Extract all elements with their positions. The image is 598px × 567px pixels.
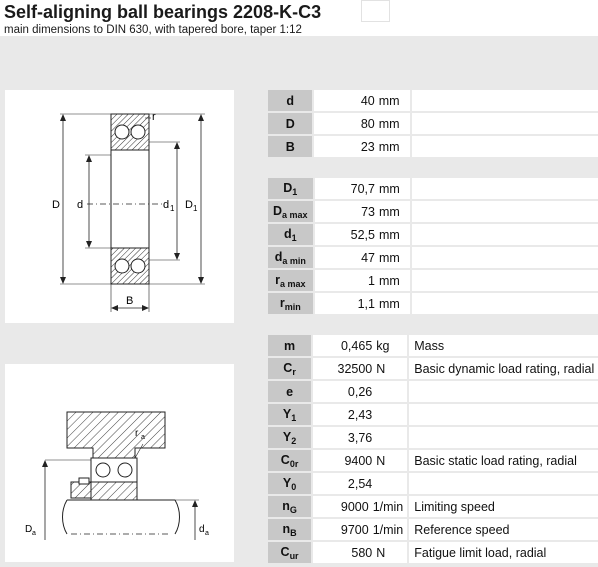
- table-row: [268, 201, 598, 224]
- unit: N: [376, 545, 386, 560]
- value-cell: [315, 201, 412, 224]
- unit: mm: [378, 181, 400, 196]
- table-row: [268, 496, 598, 519]
- description-cell: [412, 270, 598, 293]
- symbol: D: [273, 203, 283, 218]
- value-cell: [313, 519, 409, 542]
- unit: kg: [376, 338, 390, 353]
- value: 580: [351, 545, 373, 560]
- symbol: Y: [282, 475, 292, 490]
- description: Basic static load rating, radial: [414, 453, 577, 468]
- symbol: Y: [282, 406, 292, 421]
- main-dimensions-table: [268, 90, 598, 159]
- value-cell: [315, 178, 412, 201]
- value: 40: [360, 93, 375, 108]
- table-row: [268, 113, 598, 136]
- symbol: B: [285, 139, 295, 154]
- label-D: D: [52, 199, 60, 211]
- value: 47: [361, 250, 375, 265]
- ball-upper-left: [96, 463, 110, 477]
- value: 32500: [337, 361, 373, 376]
- value-cell: [313, 450, 409, 473]
- value-cell: [315, 247, 412, 270]
- table-row: [268, 404, 598, 427]
- upper-ball-right: [131, 125, 145, 139]
- description-cell: [412, 113, 598, 136]
- symbol: m: [283, 338, 296, 353]
- page-subtitle: main dimensions to DIN 630, with tapered bore, taper 1:12: [4, 24, 302, 36]
- value-cell: [314, 136, 411, 159]
- description-cell: [412, 224, 598, 247]
- description: Fatigue limit load, radial: [414, 545, 547, 560]
- symbol-subscript: 0r: [289, 458, 299, 469]
- value-cell: [314, 90, 411, 113]
- value: 2,43: [347, 407, 373, 422]
- housing-section: [67, 412, 165, 458]
- mounting-section-svg: [5, 364, 234, 562]
- description-cell: [412, 247, 598, 270]
- symbol: d: [286, 93, 295, 108]
- description-cell: [409, 381, 598, 404]
- table-row: [268, 335, 598, 358]
- description-cell: [409, 358, 598, 381]
- symbol-subscript: 0: [291, 481, 297, 492]
- symbol-subscript: 1: [291, 232, 297, 243]
- symbol-cell: [268, 178, 315, 201]
- symbol-cell: [268, 381, 313, 404]
- description-cell: [409, 519, 598, 542]
- value-cell: [313, 496, 409, 519]
- performance-data-table: [268, 335, 598, 565]
- table-row: [268, 270, 598, 293]
- description-cell: [409, 496, 598, 519]
- symbol: d: [283, 226, 292, 241]
- symbol-cell: [268, 542, 313, 565]
- value-cell: [315, 270, 412, 293]
- symbol-subscript: a max: [282, 209, 308, 220]
- unit: mm: [378, 227, 400, 242]
- label-d: d: [77, 199, 84, 211]
- symbol-subscript: B: [290, 527, 297, 538]
- value-cell: [314, 113, 411, 136]
- symbol-cell: [268, 496, 313, 519]
- label-r: r: [152, 111, 156, 123]
- value: 9700: [340, 522, 369, 537]
- label-ra: r: [135, 428, 139, 439]
- symbol-cell: [268, 201, 315, 224]
- unit: mm: [378, 204, 400, 219]
- description-cell: [409, 404, 598, 427]
- unit: N: [376, 453, 386, 468]
- label-da: d: [199, 524, 205, 535]
- label-ra-sub: a: [141, 434, 145, 441]
- symbol: C: [280, 544, 290, 559]
- value: 0,465: [340, 338, 373, 353]
- symbol-subscript: 2: [291, 435, 297, 446]
- value-cell: [315, 224, 412, 247]
- table-row: [268, 427, 598, 450]
- table-row: [268, 450, 598, 473]
- symbol: n: [282, 498, 290, 513]
- value: 70,7: [350, 181, 375, 196]
- symbol: D: [283, 180, 293, 195]
- symbol-cell: [268, 247, 315, 270]
- description-cell: [409, 427, 598, 450]
- symbol: n: [282, 521, 291, 536]
- description: Reference speed: [414, 522, 510, 537]
- description: Limiting speed: [414, 499, 495, 514]
- symbol: e: [286, 384, 294, 399]
- symbol-cell: [268, 335, 313, 358]
- table-row: [268, 90, 598, 113]
- mounting-dimension-drawing: [5, 364, 234, 562]
- symbol: r: [275, 272, 280, 287]
- value: 0,26: [347, 384, 373, 399]
- label-Da: D: [25, 524, 33, 535]
- symbol: C: [283, 360, 293, 375]
- value: 52,5: [350, 227, 375, 242]
- value-cell: [313, 404, 409, 427]
- unit: mm: [378, 296, 400, 311]
- label-d1-sub: 1: [170, 204, 175, 213]
- table-row: [268, 247, 598, 270]
- table-row: [268, 519, 598, 542]
- description-cell: [412, 178, 598, 201]
- description: Basic dynamic load rating, radial: [414, 361, 595, 376]
- title-decoration-box: [361, 0, 390, 22]
- description: Mass: [414, 338, 445, 353]
- table-row: [268, 358, 598, 381]
- description-cell: [409, 542, 598, 565]
- description-cell: [412, 293, 598, 316]
- symbol: d: [274, 249, 283, 264]
- bearing-dimension-drawing: [5, 90, 234, 323]
- symbol-cell: [268, 473, 313, 496]
- unit: mm: [378, 139, 400, 154]
- value: 23: [360, 139, 375, 154]
- symbol-subscript: 1: [292, 186, 298, 197]
- unit: mm: [378, 93, 400, 108]
- table-row: [268, 178, 598, 201]
- description-cell: [412, 136, 598, 159]
- unit: N: [376, 361, 386, 376]
- value: 2,54: [347, 476, 373, 491]
- secondary-dimensions-table: [268, 178, 598, 316]
- symbol-cell: [268, 113, 314, 136]
- value: 73: [361, 204, 375, 219]
- inner-ring-section: [91, 482, 137, 500]
- value-cell: [315, 293, 412, 316]
- value-cell: [313, 358, 409, 381]
- unit: mm: [378, 250, 400, 265]
- symbol-cell: [268, 293, 315, 316]
- bearing-section-svg: [5, 90, 234, 323]
- description-cell: [412, 201, 598, 224]
- label-Da-sub: a: [32, 530, 36, 537]
- table-row: [268, 136, 598, 159]
- value-cell: [313, 427, 409, 450]
- upper-ball-left: [115, 125, 129, 139]
- symbol-subscript: min: [284, 301, 301, 312]
- symbol: r: [279, 295, 285, 310]
- value-cell: [313, 381, 409, 404]
- value: 9400: [344, 453, 373, 468]
- unit: 1/min: [372, 522, 404, 537]
- value: 80: [360, 116, 375, 131]
- unit: mm: [378, 116, 400, 131]
- symbol-subscript: 1: [291, 412, 297, 423]
- table-row: [268, 542, 598, 565]
- table-row: [268, 381, 598, 404]
- symbol-subscript: a max: [279, 278, 306, 289]
- label-B: B: [126, 295, 134, 307]
- symbol-subscript: G: [289, 504, 297, 515]
- value: 1: [368, 273, 375, 288]
- value-cell: [313, 542, 409, 565]
- symbol: C: [280, 452, 290, 467]
- symbol-cell: [268, 427, 313, 450]
- table-row: [268, 473, 598, 496]
- value: 1,1: [357, 296, 375, 311]
- symbol: D: [285, 116, 295, 131]
- description-cell: [409, 450, 598, 473]
- description-cell: [409, 335, 598, 358]
- value: 3,76: [347, 430, 373, 445]
- description-cell: [409, 473, 598, 496]
- description-cell: [412, 90, 598, 113]
- lower-ball-right: [131, 259, 145, 273]
- page-title: Self-aligning ball bearings 2208-K-C3: [4, 2, 322, 22]
- label-D1: D: [185, 199, 193, 211]
- value: 9000: [340, 499, 369, 514]
- symbol-cell: [268, 90, 314, 113]
- label-d1: d: [163, 199, 170, 211]
- table-row: [268, 293, 598, 316]
- symbol-cell: [268, 224, 315, 247]
- symbol-cell: [268, 404, 313, 427]
- label-da-sub: a: [205, 530, 209, 537]
- lower-ball-left: [115, 259, 129, 273]
- unit: 1/min: [372, 499, 404, 514]
- symbol-cell: [268, 136, 314, 159]
- symbol-cell: [268, 450, 313, 473]
- table-row: [268, 224, 598, 247]
- symbol-subscript: ur: [289, 550, 299, 561]
- symbol-cell: [268, 519, 313, 542]
- unit: mm: [378, 273, 400, 288]
- symbol: Y: [282, 429, 292, 444]
- value-cell: [313, 335, 409, 358]
- value-cell: [313, 473, 409, 496]
- symbol-subscript: r: [292, 366, 296, 377]
- symbol-cell: [268, 358, 313, 381]
- ball-upper-right: [118, 463, 132, 477]
- label-D1-sub: 1: [193, 204, 198, 213]
- symbol-subscript: a min: [282, 255, 306, 266]
- symbol-cell: [268, 270, 315, 293]
